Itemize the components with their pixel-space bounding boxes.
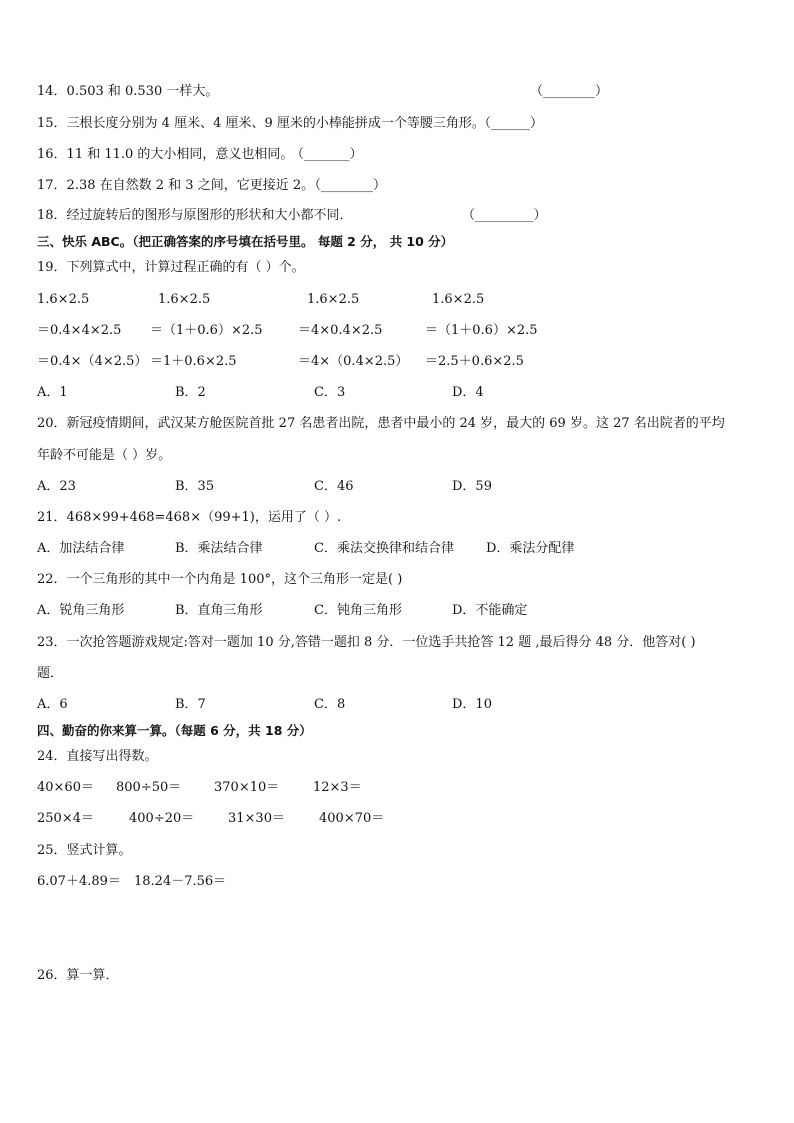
q21-option-b[interactable]: B．乘法结合律	[175, 541, 263, 556]
q17-answer-blank[interactable]: （________）	[308, 178, 387, 193]
q23-option-d[interactable]: D．10	[452, 697, 492, 712]
q20-option-c[interactable]: C．46	[314, 479, 354, 494]
q24-r1-c2: 800÷50＝	[116, 780, 182, 795]
q16-answer-blank[interactable]: （_______）	[291, 147, 363, 162]
q22-option-a[interactable]: A．锐角三角形	[37, 603, 125, 618]
q19-r2-c3: ＝4×0.4×2.5	[298, 323, 383, 338]
q19-r3-c1: ＝0.4×（4×2.5）	[37, 354, 148, 369]
q20-line-2: 年龄不可能是（ ）岁。	[37, 448, 172, 463]
q15-text: 15．三根长度分别为 4 厘米、4 厘米、9 厘米的小棒能拼成一个等腰三角形。	[37, 116, 485, 131]
q22-stem: 22．一个三角形的其中一个内角是 100°，这个三角形一定是( )	[37, 572, 403, 587]
q21-option-c[interactable]: C．乘法交换律和结合律	[314, 541, 454, 556]
q20-option-a[interactable]: A．23	[37, 479, 76, 494]
q22-option-b[interactable]: B．直角三角形	[175, 603, 263, 618]
q21-option-d[interactable]: D．乘法分配律	[486, 541, 575, 556]
q20-option-b[interactable]: B．35	[175, 479, 215, 494]
q24-r1-c1: 40×60＝	[37, 780, 94, 795]
q24-r2-c3: 31×30＝	[228, 811, 285, 826]
q19-r3-c3: ＝4×（0.4×2.5）	[298, 354, 409, 369]
q15-answer-blank[interactable]: （______）	[478, 116, 544, 131]
q19-r1-c4: 1.6×2.5	[432, 292, 485, 307]
q18-answer-blank[interactable]: （_________）	[462, 208, 547, 223]
q24-r1-c4: 12×3＝	[313, 780, 362, 795]
q24-r1-c3: 370×10＝	[214, 780, 280, 795]
q26-stem: 26．算一算．	[37, 968, 119, 983]
q25-stem: 25．竖式计算。	[37, 843, 132, 858]
section-4-title: 四、勤奋的你来算一算。（每题 6 分，共 18 分）	[37, 723, 312, 738]
q19-option-d[interactable]: D．4	[452, 385, 484, 400]
q19-r2-c1: ＝0.4×4×2.5	[37, 323, 122, 338]
q25-r1-c2: 18.24－7.56＝	[134, 874, 227, 889]
q17-text: 17．2.38 在自然数 2 和 3 之间，它更接近 2。	[37, 178, 315, 193]
q24-r2-c1: 250×4＝	[37, 811, 94, 826]
q19-r2-c2: ＝（1＋0.6）×2.5	[150, 323, 263, 338]
q21-option-a[interactable]: A．加法结合律	[37, 541, 125, 556]
section-3-title: 三、快乐 ABC。（把正确答案的序号填在括号里。 每题 2 分， 共 10 分）	[37, 234, 454, 249]
q16-text: 16．11 和 11.0 的大小相同，意义也相同。	[37, 147, 294, 162]
q14-text: 14．0.503 和 0.530 一样大。	[37, 84, 219, 99]
q19-r3-c4: ＝2.5＋0.6×2.5	[425, 354, 524, 369]
q19-option-a[interactable]: A．1	[37, 385, 68, 400]
q24-r2-c2: 400÷20＝	[129, 811, 195, 826]
q23-option-c[interactable]: C．8	[314, 697, 346, 712]
q22-option-c[interactable]: C．钝角三角形	[314, 603, 402, 618]
q19-r1-c2: 1.6×2.5	[158, 292, 211, 307]
q18-text: 18．经过旋转后的图形与原图形的形状和大小都不同．	[37, 208, 353, 223]
q19-r3-c2: ＝1＋0.6×2.5	[150, 354, 237, 369]
q23-option-b[interactable]: B．7	[175, 697, 206, 712]
q14-answer-blank[interactable]: （________）	[530, 84, 609, 99]
q21-stem: 21．468×99+468=468×（99+1)，运用了（ ）.	[37, 510, 342, 525]
q24-r2-c4: 400×70＝	[319, 811, 385, 826]
q19-r2-c4: ＝（1＋0.6）×2.5	[425, 323, 538, 338]
q19-r1-c1: 1.6×2.5	[37, 292, 90, 307]
q20-line-1: 20．新冠疫情期间，武汉某方舱医院首批 27 名患者出院，患者中最小的 24 岁，最大的 69 岁。这 27 名出院者的平均	[37, 416, 725, 431]
q22-option-d[interactable]: D．不能确定	[452, 603, 528, 618]
q23-line-1: 23．一次抢答题游戏规定:答对一题加 10 分,答错一题扣 8 分．一位选手共抢答 12 题 ,最后得分 48 分．他答对( )	[37, 635, 696, 650]
q19-r1-c3: 1.6×2.5	[307, 292, 360, 307]
q24-stem: 24．直接写出得数。	[37, 749, 158, 764]
q19-option-c[interactable]: C．3	[314, 385, 346, 400]
q23-line-2: 题．	[37, 666, 64, 681]
q23-option-a[interactable]: A．6	[37, 697, 68, 712]
q19-option-b[interactable]: B．2	[175, 385, 206, 400]
q25-r1-c1: 6.07＋4.89＝	[37, 874, 121, 889]
q20-option-d[interactable]: D．59	[452, 479, 492, 494]
q19-stem: 19．下列算式中，计算过程正确的有（ ）个。	[37, 260, 305, 275]
